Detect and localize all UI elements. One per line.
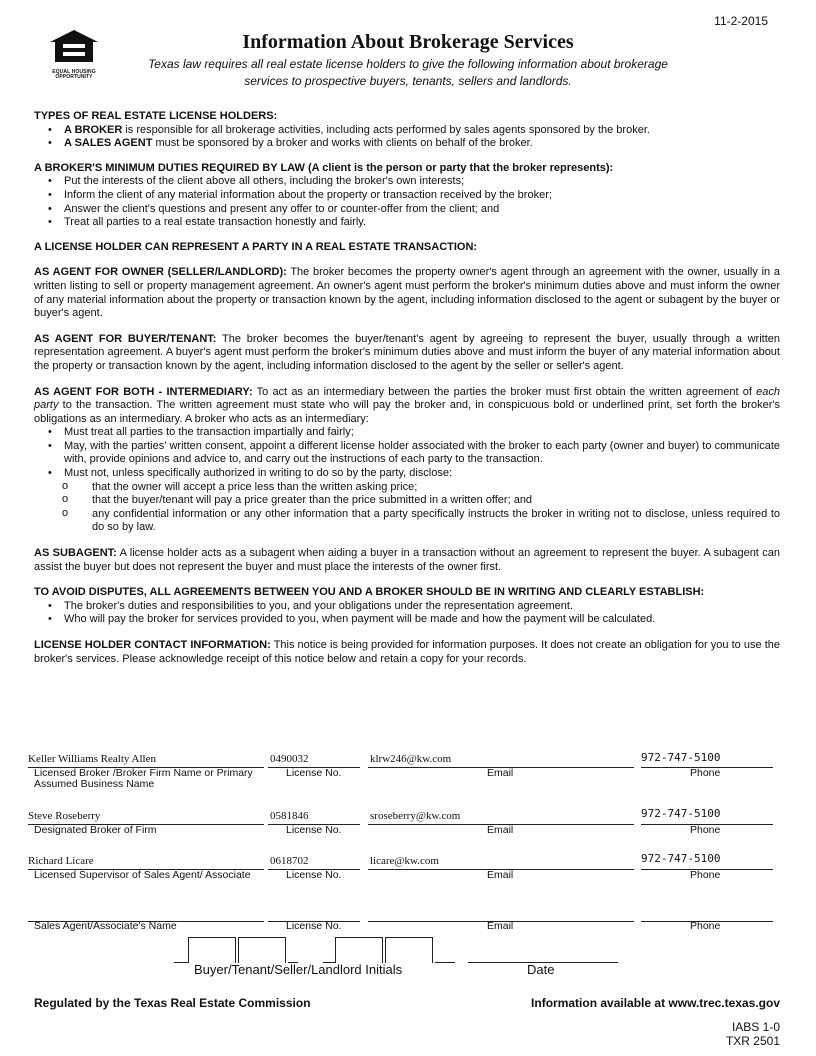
represent-heading: A LICENSE HOLDER CAN REPRESENT A PARTY IN A REAL ESTATE TRANSACTION:	[34, 240, 478, 253]
disclosure-sublist	[34, 481, 780, 535]
list-item: • Answer the client's questions and present any offer to or counter-offer from the client; and	[34, 203, 780, 217]
list-item: • Who will pay the broker for services provided to you, when payment will be made and how the payment will be calculated.	[34, 613, 780, 627]
broker-license-value[interactable]: 0490032	[270, 753, 309, 765]
supervisor-email-value[interactable]: licare@kw.com	[370, 855, 439, 867]
initials-box-4[interactable]	[385, 937, 433, 963]
list-item: • A BROKER is responsible for all brokerage activities, including acts performed by sales agents sponsored by the broker.	[34, 124, 780, 138]
designated-email-value[interactable]: sroseberry@kw.com	[370, 810, 461, 822]
supervisor-phone-value[interactable]: 972-747-5100	[641, 852, 721, 865]
disputes-list	[34, 600, 780, 627]
intermediary-list	[34, 426, 780, 480]
contact-paragraph: LICENSE HOLDER CONTACT INFORMATION: This notice is being provided for information purposes. It does not create an obligation for you to use the broker's services. Please acknowledge receipt of this notice below and retain a copy for your records.	[34, 639, 780, 665]
duties-heading: A BROKER'S MINIMUM DUTIES REQUIRED BY LAW (A client is the person or party that the broker represents):	[34, 161, 614, 174]
list-item: • The broker's duties and responsibilities to you, and your obligations under the representation agreement.	[34, 600, 780, 614]
form-ids	[726, 1020, 780, 1048]
page-subtitle: Texas law requires all real estate license holders to give the following information about brokerage services to prospective buyers, tenants, sellers and landlords.	[148, 57, 668, 88]
email-label: Email	[487, 920, 514, 932]
initials-box-1[interactable]	[188, 937, 236, 963]
initials-label: Buyer/Tenant/Seller/Landlord Initials	[194, 962, 403, 977]
disputes-heading: TO AVOID DISPUTES, ALL AGREEMENTS BETWEEN YOU AND A BROKER SHOULD BE IN WRITING AND CLEARLY ESTABLISH:	[34, 586, 705, 599]
notice-body	[34, 110, 780, 666]
supervisor-label: Licensed Supervisor of Sales Agent/ Associate	[34, 869, 251, 881]
phone-label: Phone	[690, 920, 721, 932]
email-label: Email	[487, 869, 514, 881]
list-item: • Put the interests of the client above all others, including the broker's own interests;	[34, 175, 780, 189]
list-item: • Inform the client of any material information about the property or transaction received by the broker;	[34, 189, 780, 203]
broker-phone-value[interactable]: 972-747-5100	[641, 751, 721, 764]
phone-label: Phone	[690, 869, 721, 881]
duties-list	[34, 175, 780, 229]
license-label: License No.	[286, 920, 342, 932]
email-label: Email	[487, 824, 514, 836]
list-item: o that the buyer/tenant will pay a price greater than the price submitted in a written offer; and	[34, 494, 780, 508]
intermediary-paragraph: AS AGENT FOR BOTH - INTERMEDIARY: To act as an intermediary between the parties the broker must first obtain the written agreement of each party to the transaction. The written agreement must state who will pay the broker and, in conspicuous bold or underlined print, set forth the broker's obligations as an intermediary. A broker who acts as an intermediary:	[34, 385, 780, 425]
license-label: License No.	[286, 767, 342, 779]
license-label: License No.	[286, 824, 342, 836]
footer-info-link[interactable]: Information available at www.trec.texas.gov	[531, 996, 780, 1010]
list-item: • May, with the parties' written consent, appoint a different license holder associated with the broker to each party (owner and buyer) to communicate with, provide opinions and advice to, and carry out the instructions of each party to the transaction.	[34, 440, 780, 467]
license-label: License No.	[286, 869, 342, 881]
broker-firm-name-label: Licensed Broker /Broker Firm Name or Primary Assumed Business Name	[34, 767, 253, 790]
types-list	[34, 124, 780, 151]
types-heading: TYPES OF REAL ESTATE LICENSE HOLDERS:	[34, 110, 278, 122]
list-item: • Must not, unless specifically authorized in writing to do so by the party, disclose:	[34, 467, 780, 481]
phone-label: Phone	[690, 824, 721, 836]
subagent-paragraph: AS SUBAGENT: A license holder acts as a subagent when aiding a buyer in a transaction without an agreement to represent the buyer. A subagent can assist the buyer but does not represent the buyer and must place the interests of the owner first.	[34, 547, 780, 573]
form-id-txr: TXR 2501	[725, 1034, 780, 1048]
broker-email-value[interactable]: klrw246@kw.com	[370, 753, 452, 765]
designated-phone-value[interactable]: 972-747-5100	[641, 807, 721, 820]
designated-license-value[interactable]: 0581846	[270, 810, 309, 822]
buyer-agent-paragraph: AS AGENT FOR BUYER/TENANT: The broker becomes the buyer/tenant's agent by agreeing to represent the buyer, usually through a written representation agreement. A buyer's agent must perform the broker's minimum duties above and must inform the buyer of any material information about the property or transaction known by the agent, including information disclosed to the agent by the seller or seller's agent.	[34, 332, 781, 372]
list-item: • Treat all parties to a real estate transaction honestly and fairly.	[34, 216, 780, 230]
logo-text: EQUAL HOUSING OPPORTUNITY	[52, 69, 96, 80]
initials-box-3[interactable]	[335, 937, 383, 963]
owner-agent-paragraph: AS AGENT FOR OWNER (SELLER/LANDLORD): The broker becomes the property owner's agent through an agreement with the owner, usually in a written listing to sell or property management agreement. An owner's agent must perform the broker's minimum duties above and must inform the owner of any material information about the property or transaction known by the agent, including information disclosed to the agent or subagent by the buyer or buyer's agent.	[34, 266, 780, 320]
broker-firm-name-value[interactable]: Keller Williams Realty Allen	[28, 753, 156, 765]
form-date: 11-2-2015	[714, 14, 768, 28]
list-item: • Must treat all parties to the transaction impartially and fairly;	[34, 426, 780, 440]
list-item: o any confidential information or any other information that a party specifically instructs the broker in writing not to disclose, unless required to do so by law.	[34, 508, 780, 535]
list-item: o that the owner will accept a price less than the written asking price;	[34, 481, 780, 495]
footer-regulator: Regulated by the Texas Real Estate Commission	[34, 996, 311, 1010]
designated-broker-value[interactable]: Steve Roseberry	[28, 810, 101, 822]
email-label: Email	[487, 767, 514, 779]
sales-agent-label: Sales Agent/Associate's Name	[34, 920, 177, 932]
supervisor-license-value[interactable]: 0618702	[270, 855, 309, 867]
supervisor-name-value[interactable]: Richard Licare	[28, 855, 94, 867]
designated-broker-label: Designated Broker of Firm	[34, 824, 157, 836]
page-title: Information About Brokerage Services	[242, 31, 574, 53]
initials-box-2[interactable]	[238, 937, 286, 963]
date-label: Date	[527, 962, 555, 977]
phone-label: Phone	[690, 767, 721, 779]
form-id-iabs: IABS 1-0	[731, 1020, 780, 1034]
list-item: • A SALES AGENT must be sponsored by a broker and works with clients on behalf of the broker.	[34, 137, 780, 151]
